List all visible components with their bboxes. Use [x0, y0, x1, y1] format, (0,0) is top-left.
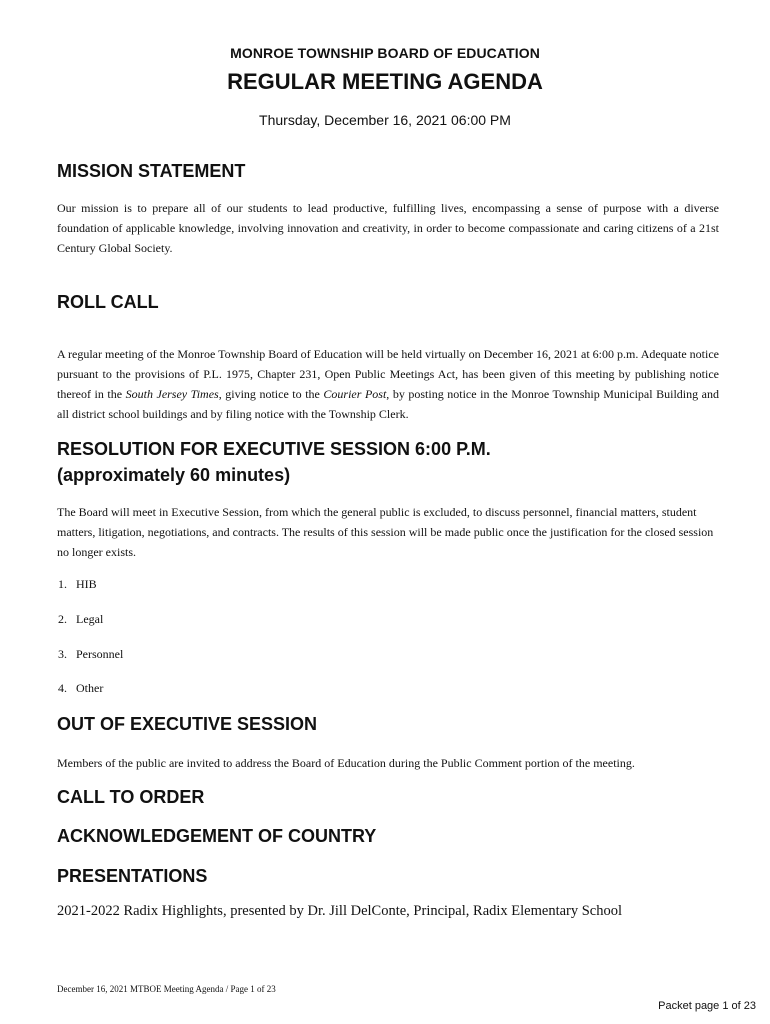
executive-session-text: The Board will meet in Executive Session, from which the general public is excluded, to discuss personnel, financial matters, student matters, litigation, negotiations, and contracts. The results of this session will be made public once the justification for the closed session no longer exists.: [57, 505, 714, 559]
meeting-date: Thursday, December 16, 2021 06:00 PM: [259, 112, 511, 128]
roll-call-text: [57, 344, 719, 424]
page-footer: December 16, 2021 MTBOE Meeting Agenda / Page 1 of 23: [57, 984, 276, 994]
roll-call-text-part: , by posting notice in the Monroe Township Municipal Building and all district school buildings and by filing notice with the Township Clerk.: [57, 387, 719, 421]
mission-text: Our mission is to prepare all of our students to lead productive, fulfilling lives, encompassing a sense of purpose with a diverse foundation of applicable knowledge, involving innovation and creativity, in order to become compassionate and caring citizens of a 21st Century Global Society.: [57, 201, 719, 255]
roll-call-text-part: A regular meeting of the Monroe Township Board of Education will be held virtually on December 16, 2021 at 6:00 p.m. Adequate notice pursuant to the provisions of P.L. 1975, Chapter 231, Open Public Meetings Act, has been given of this meeting by publishing notice thereof in the: [57, 347, 719, 401]
list-item-label: HIB: [76, 577, 97, 591]
executive-session-heading-line: RESOLUTION FOR EXECUTIVE SESSION 6:00 P.M.: [57, 439, 491, 459]
list-item-number: 1.: [58, 577, 67, 591]
list-item: [58, 647, 123, 662]
organization-name: MONROE TOWNSHIP BOARD OF EDUCATION: [230, 45, 540, 61]
executive-session-heading-line: (approximately 60 minutes): [57, 465, 291, 485]
newspaper-name: Courier Post: [323, 387, 387, 401]
mission-heading: MISSION STATEMENT: [57, 161, 246, 181]
roll-call-text-part: , giving notice to the: [218, 387, 324, 401]
list-item-number: 2.: [58, 612, 67, 626]
list-item-label: Other: [76, 681, 104, 695]
packet-page-number: Packet page 1 of 23: [658, 1000, 756, 1012]
list-item: [58, 681, 103, 696]
newspaper-name: South Jersey Times: [125, 387, 219, 401]
list-item-number: 3.: [58, 647, 67, 661]
acknowledgement-heading: ACKNOWLEDGEMENT OF COUNTRY: [57, 826, 377, 846]
roll-call-heading: ROLL CALL: [57, 292, 159, 312]
list-item: [58, 612, 103, 627]
list-item-label: Legal: [76, 612, 104, 626]
out-of-session-text: Members of the public are invited to address the Board of Education during the Public Comment portion of the meeting.: [57, 756, 635, 770]
call-to-order-heading: CALL TO ORDER: [57, 787, 205, 807]
presentations-heading: PRESENTATIONS: [57, 866, 208, 886]
executive-session-heading: [57, 436, 491, 488]
list-item-label: Personnel: [76, 647, 124, 661]
presentation-item: 2021-2022 Radix Highlights, presented by Dr. Jill DelConte, Principal, Radix Elementary School: [57, 903, 623, 919]
out-of-session-heading: OUT OF EXECUTIVE SESSION: [57, 714, 318, 734]
list-item-number: 4.: [58, 681, 67, 695]
page-title: REGULAR MEETING AGENDA: [227, 69, 543, 94]
list-item: [58, 577, 97, 592]
